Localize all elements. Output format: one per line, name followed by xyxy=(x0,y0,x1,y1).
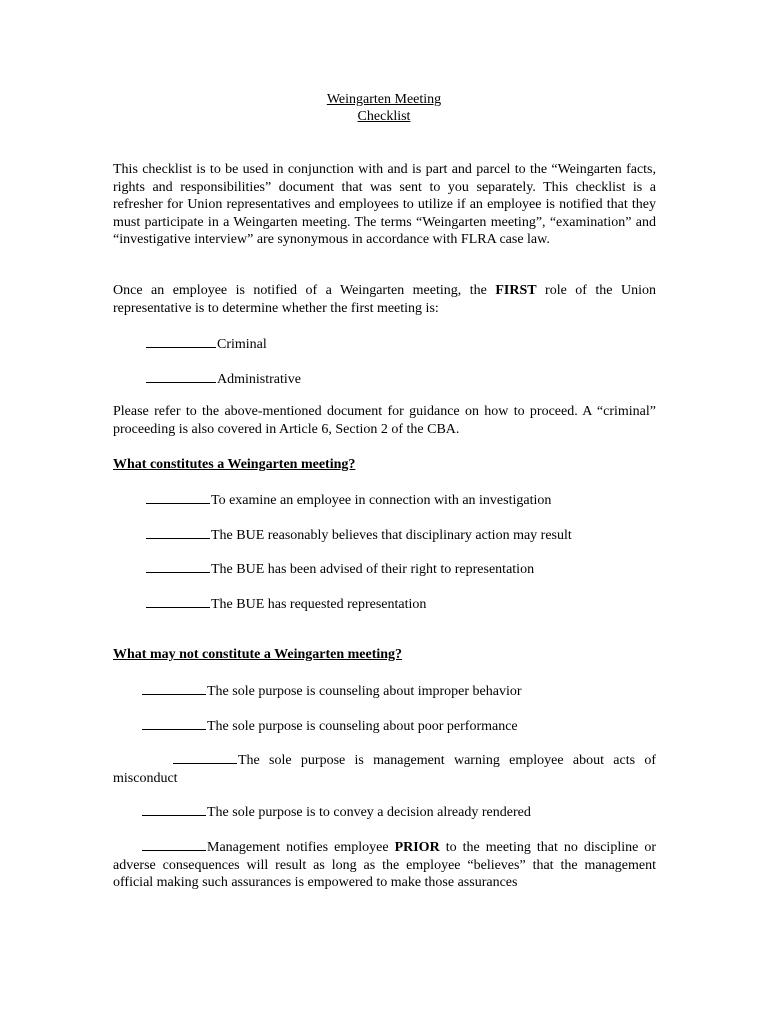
document-title: Weingarten Meeting xyxy=(326,92,442,107)
first-role-text-start: Once an employee is notified of a Weingarten meeting, the xyxy=(113,283,496,298)
checklist-item-label: The BUE reasonably believes that disciplinary action may result xyxy=(211,528,572,543)
checkbox-blank[interactable] xyxy=(146,559,210,573)
checklist-item xyxy=(142,681,522,701)
first-role-paragraph xyxy=(113,282,656,317)
checklist-item-prior-notice xyxy=(113,837,656,892)
section-heading-constitutes: What constitutes a Weingarten meeting? xyxy=(113,457,356,472)
checklist-item-label: Administrative xyxy=(217,372,301,387)
checklist-item xyxy=(146,490,551,510)
section-heading-not-constitute: What may not constitute a Weingarten meeting? xyxy=(113,647,403,662)
checklist-item-text-start: Management notifies employee xyxy=(207,840,395,855)
first-role-text-end: role of the Union representative is to determine whether the first meeting is: xyxy=(113,283,656,316)
checkbox-blank[interactable] xyxy=(146,369,216,383)
checklist-item-criminal xyxy=(146,334,267,354)
checklist-item-label: The BUE has requested representation xyxy=(211,597,427,612)
checkbox-blank[interactable] xyxy=(146,334,216,348)
checklist-item xyxy=(146,559,534,579)
checkbox-blank[interactable] xyxy=(142,716,206,730)
checklist-item-label: The sole purpose is to convey a decision already rendered xyxy=(207,805,531,820)
checklist-item xyxy=(142,802,531,822)
checklist-item xyxy=(146,594,426,614)
document-subtitle: Checklist xyxy=(357,109,411,124)
first-role-emphasis: FIRST xyxy=(495,283,537,298)
refer-paragraph: Please refer to the above-mentioned document for guidance on how to proceed. A “criminal” proceeding is also covered in Article 6, Section 2 of the CBA. xyxy=(113,404,656,437)
checklist-item-label: The sole purpose is counseling about poor performance xyxy=(207,719,518,734)
checkbox-blank[interactable] xyxy=(142,802,206,816)
checkbox-blank[interactable] xyxy=(146,490,210,504)
checklist-item-misconduct xyxy=(113,750,656,787)
checklist-item-label: The sole purpose is counseling about improper behavior xyxy=(207,684,522,699)
checkbox-blank[interactable] xyxy=(173,750,237,764)
checkbox-blank[interactable] xyxy=(142,837,206,851)
checklist-item-label: The BUE has been advised of their right to representation xyxy=(211,562,535,577)
checklist-item-label: To examine an employee in connection with an investigation xyxy=(211,493,552,508)
intro-paragraph: This checklist is to be used in conjunction with and is part and parcel to the “Weingarten facts, rights and responsibilities” document that was sent to you separately. This checklist is a refresher for Union representatives and employees to utilize if an employee is notified that they must participate in a Weingarten meeting. The terms “Weingarten meeting”, “examination” and “investigative interview” are synonymous in accordance with FLRA case law. xyxy=(113,162,656,247)
checklist-item-administrative xyxy=(146,369,301,389)
checkbox-blank[interactable] xyxy=(142,681,206,695)
checklist-item xyxy=(146,525,572,545)
checklist-item-label: The sole purpose is management warning employee about acts of misconduct xyxy=(113,753,656,786)
checklist-item-label: Criminal xyxy=(217,337,267,352)
checklist-item xyxy=(142,716,518,736)
checklist-item-emphasis: PRIOR xyxy=(394,840,440,855)
checkbox-blank[interactable] xyxy=(146,525,210,539)
checkbox-blank[interactable] xyxy=(146,594,210,608)
checklist-item-text-end: to the meeting that no discipline or adverse consequences will result as long as the employee “believes” that the management official making such assurances is empowered to make those assurances xyxy=(113,840,656,890)
